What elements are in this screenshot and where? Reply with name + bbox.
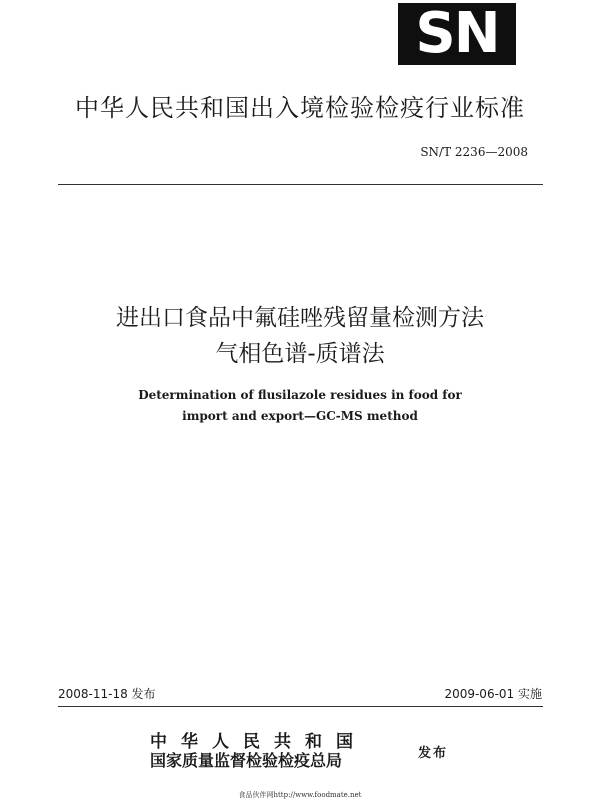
standard-organization: 中华人民共和国出入境检验检疫行业标准 [75,94,525,122]
issue-date: 2008-11-18 发布 [58,687,156,701]
implementation-date: 2009-06-01 实施 [444,687,542,701]
issuer-agency: 国家质量监督检验检疫总局 [150,751,343,770]
english-title-line2: import and export—GC-MS method [182,409,418,423]
issuer-country: 中华人民共和国 [150,732,367,752]
standard-code: SN/T 2236—2008 [420,145,528,159]
bottom-divider [58,706,543,707]
chinese-title-line1: 进出口食品中氟硅唑残留量检测方法 [116,305,484,331]
chinese-title [0,300,600,372]
source-watermark: 食品伙伴网http://www.foodmate.net [238,791,362,799]
top-divider [58,184,543,185]
chinese-title-line2: 气相色谱-质谱法 [215,341,385,367]
publish-label: 发布 [418,746,449,761]
issuing-authority [150,733,410,771]
english-title-line1: Determination of flusilazole residues in food for [138,388,462,402]
sn-logo: SN [398,3,516,65]
english-title [0,385,600,427]
